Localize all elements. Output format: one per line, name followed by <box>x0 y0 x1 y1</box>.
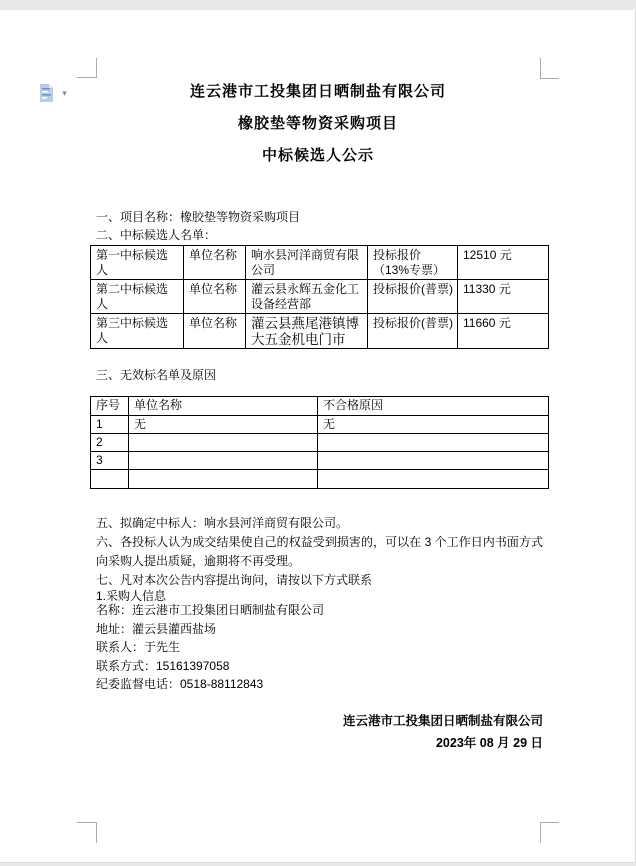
candidate-rank: 第一中标候选人 <box>91 246 184 280</box>
chevron-down-icon[interactable]: ▾ <box>62 88 67 98</box>
price-value: 11330 元 <box>458 280 549 314</box>
crop-mark-top-right-h <box>540 78 559 79</box>
signature-date: 2023年 08 月 29 日 <box>435 736 543 750</box>
table-row <box>91 280 549 314</box>
price-value: 12510 元 <box>458 246 549 280</box>
cell-reason <box>318 452 549 470</box>
crop-mark-bottom-left-v <box>96 822 97 843</box>
crop-mark-top-right-v <box>540 58 541 79</box>
page-title-company: 连云港市工投集团日晒制盐有限公司 <box>189 83 446 100</box>
table-row <box>91 246 549 280</box>
signature-company: 连云港市工投集团日晒制盐有限公司 <box>342 714 543 728</box>
price-label: 投标报价(普票) <box>368 314 458 349</box>
purchaser-phone: 联系方式：15161397058 <box>96 658 230 673</box>
crop-mark-bottom-right-h <box>540 822 559 823</box>
cell-unit <box>129 452 318 470</box>
table-row <box>91 470 549 489</box>
purchaser-info-block <box>96 601 543 694</box>
candidate-rank: 第三中标候选人 <box>91 314 184 349</box>
table-row <box>91 452 549 470</box>
header-seq: 序号 <box>91 397 129 416</box>
purchaser-supervision-phone: 纪委监督电话：0518-88112843 <box>96 677 264 691</box>
section-confirmed-winner: 五、拟确定中标人：响水县河洋商贸有限公司。 <box>96 516 349 530</box>
candidate-rank: 第二中标候选人 <box>91 280 184 314</box>
page-title-notice: 中标候选人公示 <box>261 147 374 164</box>
candidate-company: 灌云县燕尾港镇博大五金机电门市 <box>246 314 368 349</box>
price-value: 11660 元 <box>458 314 549 349</box>
purchaser-address: 地址：灌云县灌西盐场 <box>96 621 217 636</box>
table-row <box>91 434 549 452</box>
candidates-table <box>90 245 549 349</box>
title-block <box>0 83 636 179</box>
unit-name-label: 单位名称 <box>184 314 246 349</box>
cell-seq <box>91 470 129 489</box>
signature-block <box>343 710 543 754</box>
table-row <box>91 416 549 434</box>
candidate-company: 响水县河洋商贸有限公司 <box>246 246 368 280</box>
cell-seq: 3 <box>91 452 129 470</box>
section-invalid-bids: 三、无效标名单及原因 <box>96 368 217 382</box>
cell-reason: 无 <box>318 416 549 434</box>
candidate-company: 灌云县永辉五金化工设备经营部 <box>246 280 368 314</box>
crop-mark-top-left-h <box>77 77 97 78</box>
table-row <box>91 314 549 349</box>
cell-seq: 2 <box>91 434 129 452</box>
invalid-bids-table <box>90 396 549 489</box>
unit-name-label: 单位名称 <box>184 280 246 314</box>
price-label: 投标报价（13%专票） <box>368 246 458 280</box>
crop-mark-bottom-right-v <box>540 822 541 843</box>
cell-unit: 无 <box>129 416 318 434</box>
crop-mark-top-left-v <box>96 58 97 78</box>
section-project-name: 一、项目名称：橡胶垫等物资采购项目 <box>96 210 301 224</box>
header-reason: 不合格原因 <box>318 397 549 416</box>
table-header-row <box>91 397 549 416</box>
cell-reason <box>318 470 549 489</box>
purchaser-name: 名称：连云港市工投集团日晒制盐有限公司 <box>96 603 325 617</box>
cell-seq: 1 <box>91 416 129 434</box>
viewer-top-gap <box>0 0 636 10</box>
cell-unit <box>129 470 318 489</box>
purchaser-heading: 1.采购人信息 <box>96 589 167 603</box>
cell-reason <box>318 434 549 452</box>
unit-name-label: 单位名称 <box>184 246 246 280</box>
section-candidate-list: 二、中标候选人名单： <box>96 228 217 242</box>
cell-unit <box>129 434 318 452</box>
price-label: 投标报价(普票) <box>368 280 458 314</box>
header-unit: 单位名称 <box>129 397 318 416</box>
page-title-project: 橡胶垫等物资采购项目 <box>237 115 398 132</box>
section-objection-notice: 六、各投标人认为成交结果使自己的权益受到损害的，可以在 3 个工作日内书面方式向采购人提出质疑，逾期将不再受理。 <box>96 535 543 568</box>
purchaser-contact-person: 联系人：于先生 <box>96 640 181 654</box>
viewer-bottom-gap <box>0 862 636 866</box>
section-inquiry-contact: 七、凡对本次公告内容提出询问，请按以下方式联系 <box>96 573 373 587</box>
crop-mark-bottom-left-h <box>77 822 97 823</box>
